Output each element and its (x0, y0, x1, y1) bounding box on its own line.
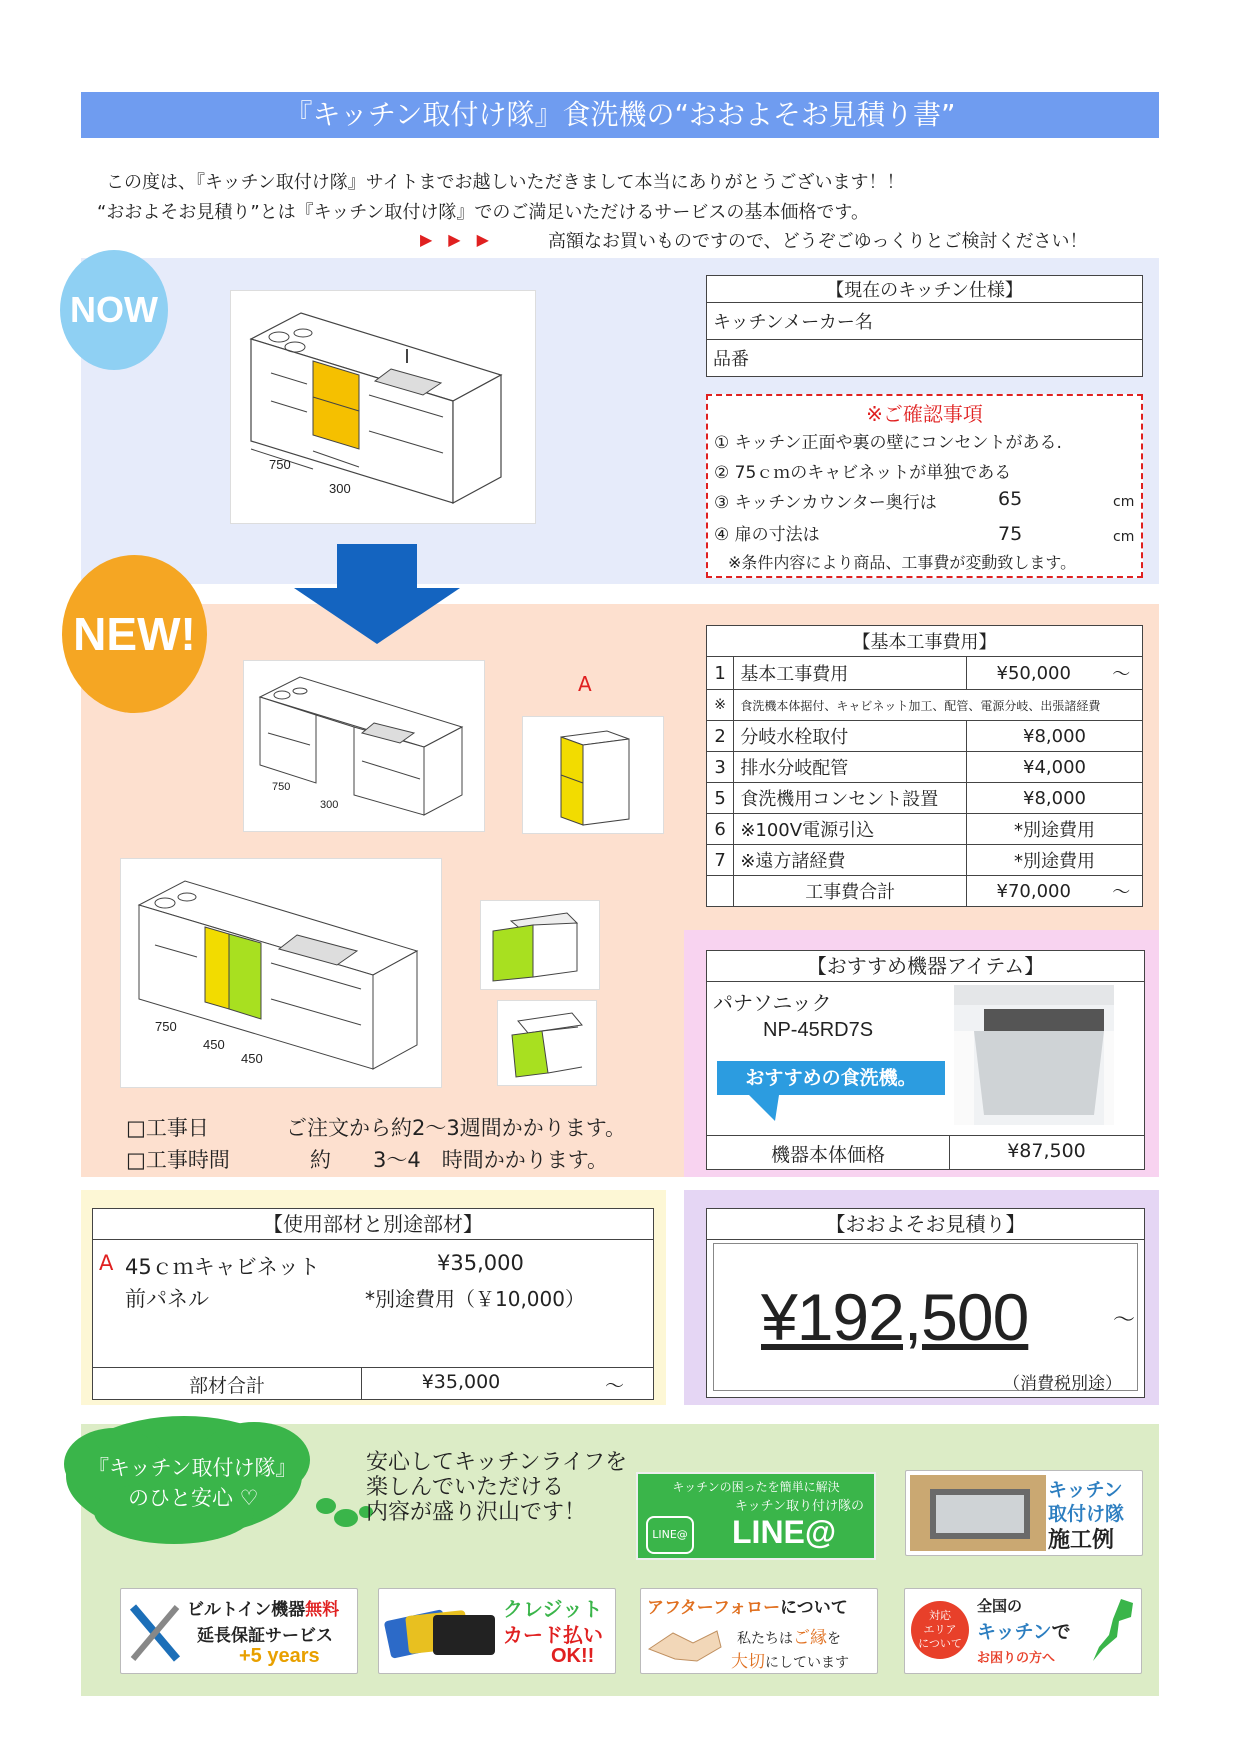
parts-item-price: ¥35,000 (437, 1251, 524, 1275)
kitchen-drawing-icon (121, 859, 441, 1087)
down-arrow-icon (292, 544, 462, 646)
parts-total-tilde: ～ (605, 1375, 625, 1397)
speech-tail-icon (749, 1095, 779, 1121)
intro-line-3: 高額なお買いものですので、どうぞごゆっくりとご検討ください！ (548, 231, 1088, 252)
footer-message-line-2: 楽しんでいただける (366, 1475, 565, 1500)
confirm-note: ※条件内容により商品、工事費が変動致します。 (728, 553, 1077, 572)
area-badge (911, 1601, 969, 1659)
area-badge-2: エリア (923, 1623, 957, 1636)
service-area-banner[interactable] (904, 1588, 1142, 1674)
schedule-day-label: □工事日 (126, 1116, 209, 1140)
footer-message (366, 1450, 627, 1525)
parts-total-price: ¥35,000 (421, 1371, 501, 1393)
basic-total-tilde: ～ (1100, 876, 1142, 907)
tools-icon (125, 1599, 185, 1665)
follow-line-1b: について (780, 1598, 848, 1618)
follow-line-3b: にしています (765, 1655, 849, 1671)
new-badge: NEW! (62, 555, 207, 713)
footer-message-line-1: 安心してキッチンライフを (366, 1450, 628, 1475)
line-banner-top1: キッチンの困ったを簡単に解決 (672, 1480, 840, 1494)
warranty-line-3: +5 years (239, 1645, 320, 1667)
basic-name: 排水分岐配管 (734, 752, 967, 783)
estimate-header: 【おおよそお見積り】 (707, 1209, 1144, 1240)
line-banner[interactable] (636, 1472, 876, 1560)
area-line-2b: で (1051, 1621, 1071, 1643)
area-line-3: お困りの方へ (977, 1651, 1056, 1666)
follow-line-2a: 私たちは (737, 1631, 793, 1647)
page-title: 『キッチン取付け隊』食洗機の“おおよそお見積り書” (81, 92, 1159, 138)
basic-note: 食洗機本体据付、キャビネット加工、配管、電源分岐、出張諸経費 (734, 690, 1143, 721)
spec-row-maker[interactable]: キッチンメーカー名 (707, 303, 1143, 340)
confirm-door-value[interactable]: 75 (998, 523, 1023, 545)
schedule-time-label: □工事時間 (126, 1148, 230, 1172)
cloud-line-2: のひと安心 ♡ (128, 1486, 259, 1510)
label-a: A (578, 672, 592, 696)
kitchen-drawing-icon (231, 291, 535, 523)
dishwasher-frame-icon (498, 1001, 596, 1085)
confirm-door-unit: cm (1113, 529, 1135, 545)
basic-cost-table (706, 625, 1143, 907)
estimate-tilde: ～ (1113, 1308, 1136, 1333)
basic-note-mark: ※ (707, 690, 734, 721)
basic-price: *別途費用 (967, 845, 1143, 876)
reco-header: 【おすすめ機器アイテム】 (707, 951, 1144, 982)
dishwasher-photo (954, 985, 1114, 1125)
spec-row-model[interactable]: 品番 (707, 340, 1143, 377)
basic-no: 1 (707, 657, 734, 690)
parts-header: 【使用部材と別途部材】 (93, 1209, 653, 1240)
basic-total-label: 工事費合計 (734, 876, 967, 907)
confirm-title: ※ご確認事項 (866, 402, 983, 426)
basic-no: 5 (707, 783, 734, 814)
estimate-box (706, 1208, 1145, 1398)
warranty-banner[interactable] (120, 1588, 358, 1674)
basic-no: 7 (707, 845, 734, 876)
basic-tilde: ～ (1100, 657, 1142, 690)
parts-mark-a: A (99, 1251, 114, 1275)
line-logo: LINE@ (646, 1516, 694, 1554)
basic-price: ¥8,000 (967, 783, 1143, 814)
intro-arrows: ▶ ▶ ▶ (420, 230, 489, 249)
confirm-item-2: ② 75ｃｍのキャビネットが単独である (714, 463, 1012, 483)
confirm-item-4: ④ 扉の寸法は (714, 525, 820, 545)
dishwasher-frame-image (497, 1000, 597, 1086)
basic-price: ¥50,000 (967, 657, 1101, 690)
reco-price: ¥87,500 (1007, 1140, 1086, 1162)
footer-message-line-3: 内容が盛り沢山です！ (366, 1500, 587, 1525)
basic-name: 基本工事費用 (734, 657, 967, 690)
dishwasher-icon (910, 1475, 1046, 1551)
kitchen-drawing-icon (244, 661, 484, 831)
area-line-2a: キッチン (977, 1621, 1052, 1643)
confirm-depth-unit: cm (1113, 494, 1135, 510)
credit-line-2: カード払い (503, 1623, 603, 1647)
kitchen-drawing-installed (120, 858, 442, 1088)
basic-name: 分岐水栓取付 (734, 721, 967, 752)
basic-no: 2 (707, 721, 734, 752)
spec-header: 【現在のキッチン仕様】 (707, 276, 1143, 303)
reco-model: NP-45RD7S (763, 1019, 874, 1041)
dim-300: 300 (320, 799, 339, 811)
confirm-depth-value[interactable]: 65 (998, 488, 1023, 510)
credit-line-1: クレジット (503, 1597, 603, 1621)
dishwasher-icon (954, 985, 1114, 1125)
area-badge-3: について (918, 1637, 962, 1650)
current-spec-table (706, 275, 1143, 377)
now-badge: NOW (60, 250, 168, 370)
dishwasher-icon (481, 901, 599, 989)
schedule-time-text: 約 3～4 時間かかります。 (310, 1148, 609, 1172)
case-line-1: キッチン (1048, 1479, 1123, 1501)
intro-line-1: この度は、『キッチン取付け隊』サイトまでお越しいただきまして本当にありがとうございます！！ (106, 172, 905, 193)
dim-750: 750 (155, 1019, 177, 1034)
parts-item-name: 前パネル (125, 1287, 209, 1311)
area-line-1: 全国の (977, 1597, 1023, 1615)
parts-total-label: 部材合計 (188, 1375, 265, 1397)
cabinet-icon (523, 717, 663, 833)
estimate-amount: ¥192,500 (761, 1280, 1029, 1354)
estimate-tax-note: （消費税別途） (1003, 1374, 1122, 1394)
dim-450-b: 450 (241, 1051, 263, 1066)
confirm-item-1: ① キッチン正面や裏の壁にコンセントがある. (714, 433, 1062, 453)
reco-price-label: 機器本体価格 (770, 1144, 885, 1166)
intro-line-2: “おおよそお見積り”とは『キッチン取付け隊』でのご満足いただけるサービスの基本価格です。 (97, 202, 869, 223)
basic-price: ¥4,000 (967, 752, 1143, 783)
credit-line-3: OK!! (551, 1645, 595, 1667)
basic-price: ¥8,000 (967, 721, 1143, 752)
case-line-2: 取付け隊 (1048, 1503, 1125, 1525)
follow-line-3a: 大切 (731, 1652, 765, 1672)
credit-card-icon (383, 1601, 501, 1667)
follow-line-2b: ご縁 (793, 1628, 827, 1648)
follow-line-1a: アフターフォロー (647, 1598, 781, 1618)
parts-box (92, 1208, 654, 1400)
area-badge-1: 対応 (929, 1609, 951, 1622)
current-kitchen-drawing (230, 290, 536, 524)
confirmation-box (706, 394, 1143, 578)
kitchen-drawing-removed (243, 660, 485, 832)
dim-300: 300 (329, 481, 351, 496)
basic-header: 【基本工事費用】 (707, 626, 1143, 657)
schedule-day-text: ご注文から約2～3週間かかります。 (286, 1116, 627, 1140)
parts-item-price: *別途費用（￥10,000） (365, 1287, 585, 1311)
warranty-line-2: 延長保証サービス (197, 1626, 333, 1646)
basic-price: *別途費用 (967, 814, 1143, 845)
dim-750: 750 (272, 781, 291, 793)
warranty-line-1a: ビルトイン機器 (187, 1600, 306, 1620)
basic-no: 6 (707, 814, 734, 845)
basic-name: ※遠方諸経費 (734, 845, 967, 876)
case-line-3: 施工例 (1048, 1528, 1115, 1553)
after-follow-banner[interactable] (640, 1588, 878, 1674)
basic-name: 食洗機用コンセント設置 (734, 783, 967, 814)
reco-maker: パナソニック (713, 991, 832, 1015)
line-banner-top2: キッチン取り付け隊の (734, 1499, 864, 1514)
dim-750: 750 (269, 457, 291, 472)
cloud-line-1: 『キッチン取付け隊』 (88, 1456, 297, 1480)
basic-no: 3 (707, 752, 734, 783)
confirm-item-3: ③ キッチンカウンター奥行は (714, 493, 937, 513)
reco-bubble: おすすめの食洗機。 (717, 1061, 945, 1095)
cabinet-a-image (522, 716, 664, 834)
basic-total-price: ¥70,000 (967, 876, 1101, 907)
handshake-icon (645, 1619, 725, 1669)
dim-450-a: 450 (203, 1037, 225, 1052)
recommended-box (706, 950, 1145, 1170)
warranty-line-1b: 無料 (305, 1600, 340, 1620)
dishwasher-panel-image (480, 900, 600, 990)
parts-item-name: 45ｃｍキャビネット (125, 1255, 320, 1279)
japan-map-icon (1091, 1597, 1137, 1665)
line-banner-big: LINE@ (732, 1514, 837, 1550)
follow-line-2c: を (827, 1631, 841, 1647)
credit-card-banner[interactable] (378, 1588, 616, 1674)
basic-name: ※100V電源引込 (734, 814, 967, 845)
case-study-banner[interactable] (905, 1470, 1143, 1556)
